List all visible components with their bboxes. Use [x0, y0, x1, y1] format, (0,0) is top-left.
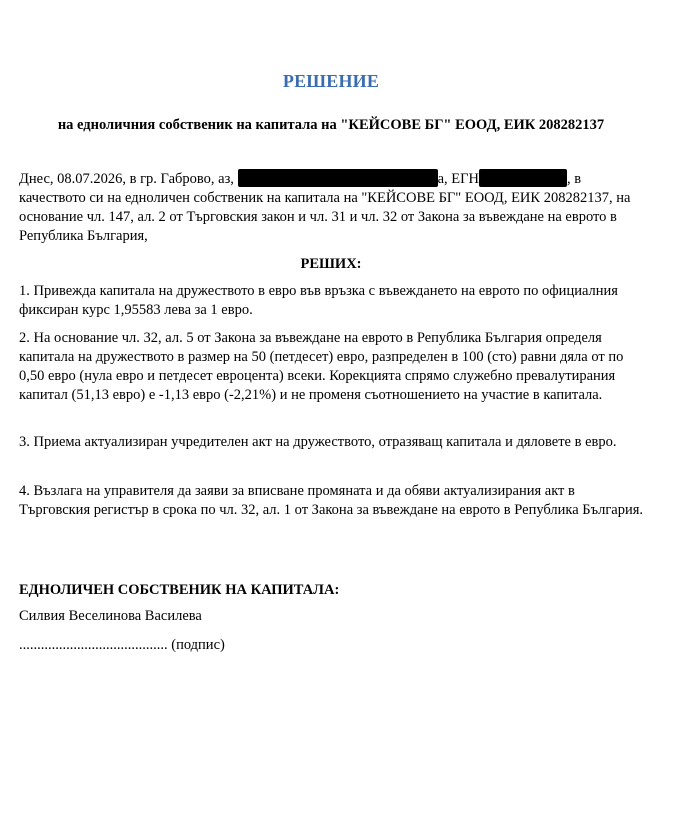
resolution-point-2: 2. На основание чл. 32, ал. 5 от Закона за въвеждане на еврото в Република България определя капитала на дружеството в размер на 50 (петдесет) евро, разпределен в 100 (сто) равни дяла от по 0,50 евро (нула евро и петдесет евроцента) всеки. Корекцията спрямо служебно превалутирания капитал (51,13 евро) е -1,13 евро (-2,21%) и не променя съотношението на участие в капитала.	[19, 330, 624, 403]
owner-heading: ЕДНОЛИЧЕН СОБСТВЕНИК НА КАПИТАЛА:	[19, 582, 340, 598]
intro-text-end: , в качеството си на едноличен собственик на капитала на "КЕЙСОВЕ БГ" ЕООД, ЕИК 208282137, на основание чл. 147, ал. 2 от Търговския закон и чл. 31 и чл. 32 от Закона за въвеждане на еврото в Република България,	[19, 171, 631, 244]
redacted-egn-block	[479, 169, 567, 187]
redacted-name-block	[238, 169, 438, 187]
resolution-point-1: 1. Привежда капитала на дружеството в евро във връзка с въвеждането на еврото по официалния фиксиран курс 1,95583 лева за 1 евро.	[19, 283, 618, 318]
intro-text-egn: а, ЕГН	[437, 171, 479, 187]
intro-paragraph	[19, 169, 649, 246]
resolution-point-3: 3. Приема актуализиран учредителен акт на дружеството, отразяващ капитала и дяловете в евро.	[19, 434, 617, 450]
owner-name: Силвия Веселинова Василева	[19, 608, 202, 624]
document-title: РЕШЕНИЕ	[282, 71, 380, 91]
intro-text-start: Днес, 08.07.2026, в гр. Габрово, аз,	[19, 171, 238, 187]
document-subtitle: на едноличния собственик на капитала на "КЕЙСОВЕ БГ" ЕООД, ЕИК 208282137	[57, 117, 605, 133]
resolved-heading: РЕШИХ:	[300, 256, 362, 272]
signature-line: ......................................... (подпис)	[19, 637, 225, 653]
resolution-point-4: 4. Възлага на управителя да заяви за вписване промяната и да обяви актуализирания акт в Търговския регистър в срока по чл. 32, ал. 1 от Закона за въвеждане на еврото в Република България.	[19, 483, 644, 518]
